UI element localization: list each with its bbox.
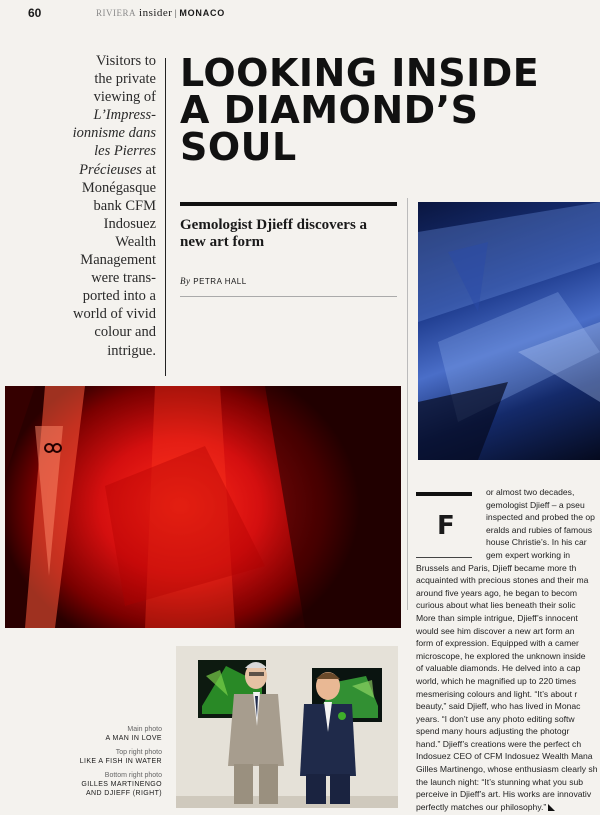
intro-line-suffix: at <box>141 161 156 178</box>
header-separator: | <box>174 8 178 18</box>
body-line: of valuable diamonds. He delved into a cap <box>416 663 581 674</box>
drop-cap: F <box>437 511 455 541</box>
intro-line-text: the private <box>94 71 156 88</box>
intro-line <box>60 70 156 88</box>
main-photo-art <box>5 386 401 628</box>
intro-standfirst <box>60 52 156 360</box>
intro-line <box>60 142 156 160</box>
running-header <box>96 7 225 19</box>
intro-line <box>60 197 156 215</box>
body-line: perfectly matches our philosophy.” <box>416 801 600 814</box>
body-line: gem expert working in <box>486 549 571 560</box>
body-line: or almost two decades, <box>486 487 575 497</box>
intro-line <box>60 179 156 197</box>
body-line: would see him discover a new art form an <box>416 625 575 636</box>
headline-line-2: A DIAMOND’S <box>180 88 479 132</box>
deck: Gemologist Djieff discovers a new art form <box>180 217 368 250</box>
intro-line <box>60 251 156 269</box>
body-line: curious about what lies beneath their solic <box>416 600 576 611</box>
body-text <box>416 486 600 813</box>
intro-line-text: Management <box>80 252 156 269</box>
intro-line-text: Visitors to <box>96 53 156 69</box>
body-line: around five years ago, he began to becom <box>416 587 578 598</box>
headline <box>180 51 540 169</box>
body-line: inspected and probed the op <box>486 512 595 523</box>
intro-line <box>60 269 156 287</box>
body-line: mesmerising colours and light. “It’s about r <box>416 688 578 699</box>
caption-label: Top right photo <box>115 749 162 756</box>
byline <box>180 276 247 286</box>
caption-title: A MAN IN LOVE <box>105 735 162 742</box>
page-number: 60 <box>28 6 42 20</box>
magazine-suffix: insider <box>139 7 173 19</box>
intro-line-text: intrigue. <box>107 342 156 359</box>
intro-line <box>60 342 156 360</box>
byline-rule <box>180 296 397 297</box>
body-line: world, which he magnified up to 220 times <box>416 675 577 686</box>
body-line: the launch night: “It’s stunning what you sub <box>416 776 584 787</box>
body-line: gemologist Djieff – a pseu <box>486 499 585 510</box>
intro-line-text: L’Impress- <box>93 107 156 124</box>
intro-line <box>60 215 156 233</box>
body-line: More than simple intrigue, Djieff’s innocent <box>416 612 578 623</box>
intro-line-text: colour and <box>94 324 156 341</box>
caption-label: Bottom right photo <box>104 772 162 779</box>
intro-line-text: ported into a <box>82 288 156 305</box>
photo-captions <box>44 725 162 803</box>
body-line: microscope, he explored the unknown inside <box>416 650 586 661</box>
body-line: perceive in Djieff’s art. His works are innovativ <box>416 789 592 800</box>
intro-line-text: viewing of <box>93 89 156 106</box>
bottom-right-photo-art <box>176 646 398 808</box>
intro-line <box>60 305 156 323</box>
intro-line-text: Indosuez <box>103 215 156 232</box>
body-line: Brussels and Paris, Djieff became more th <box>416 562 577 573</box>
intro-line-text: ionnisme dans <box>72 125 156 142</box>
byline-prefix: By <box>180 276 191 286</box>
headline-line-1: LOOKING INSIDE <box>180 51 540 95</box>
magazine-name: RIVIERA <box>96 8 136 18</box>
body-line: Indosuez CEO of CFM Indosuez Wealth Mana <box>416 751 593 762</box>
body-line: beauty,” said Djieff, who has lived in Monac <box>416 701 581 712</box>
intro-line <box>60 88 156 106</box>
intro-line-text: were trans- <box>91 270 156 287</box>
intro-line <box>60 323 156 341</box>
intro-line-text: world of vivid <box>73 306 156 323</box>
caption-title: LIKE A FISH IN WATER <box>79 758 162 765</box>
body-line: form of expression. Equipped with a camer <box>416 638 579 649</box>
intro-line <box>60 124 156 142</box>
body-line: house Christie’s. In his car <box>486 537 587 548</box>
intro-line-text: les Pierres <box>94 143 156 160</box>
deck-rule <box>180 202 397 206</box>
end-mark-icon <box>548 804 555 811</box>
intro-line-text: bank CFM <box>93 197 156 214</box>
column-divider-right <box>407 198 408 610</box>
body-line: Gilles Martinengo, whose enthusiasm clearly sh <box>416 764 598 775</box>
column-divider <box>165 58 166 376</box>
body-line: eralds and rubies of famous <box>486 524 593 535</box>
byline-author: PETRA HALL <box>193 277 247 286</box>
intro-line <box>60 287 156 305</box>
main-photo <box>5 386 401 628</box>
caption-label: Main photo <box>127 726 162 733</box>
top-right-photo <box>418 202 600 460</box>
bottom-right-photo <box>176 646 398 808</box>
intro-line <box>60 106 156 124</box>
section-name: MONACO <box>179 8 226 18</box>
intro-line-text: Wealth <box>115 233 156 250</box>
intro-line-text: Précieuses <box>79 161 142 178</box>
body-line: acquainted with precious stones and their ma <box>416 575 589 586</box>
top-right-photo-art <box>418 202 600 460</box>
headline-line-3: SOUL <box>180 125 297 169</box>
intro-line <box>60 52 156 70</box>
body-line: spend many hours adjusting the photogr <box>416 726 570 737</box>
body-line: hand.” Djieff’s creations were the perfect ch <box>416 738 582 749</box>
body-line: years. “I don’t use any photo editing softw <box>416 713 575 724</box>
intro-line <box>60 233 156 251</box>
caption-title: GILLES MARTINENGO AND DJIEFF (RIGHT) <box>81 781 162 797</box>
intro-line-text: Monégasque <box>81 179 156 196</box>
intro-line <box>60 161 156 179</box>
